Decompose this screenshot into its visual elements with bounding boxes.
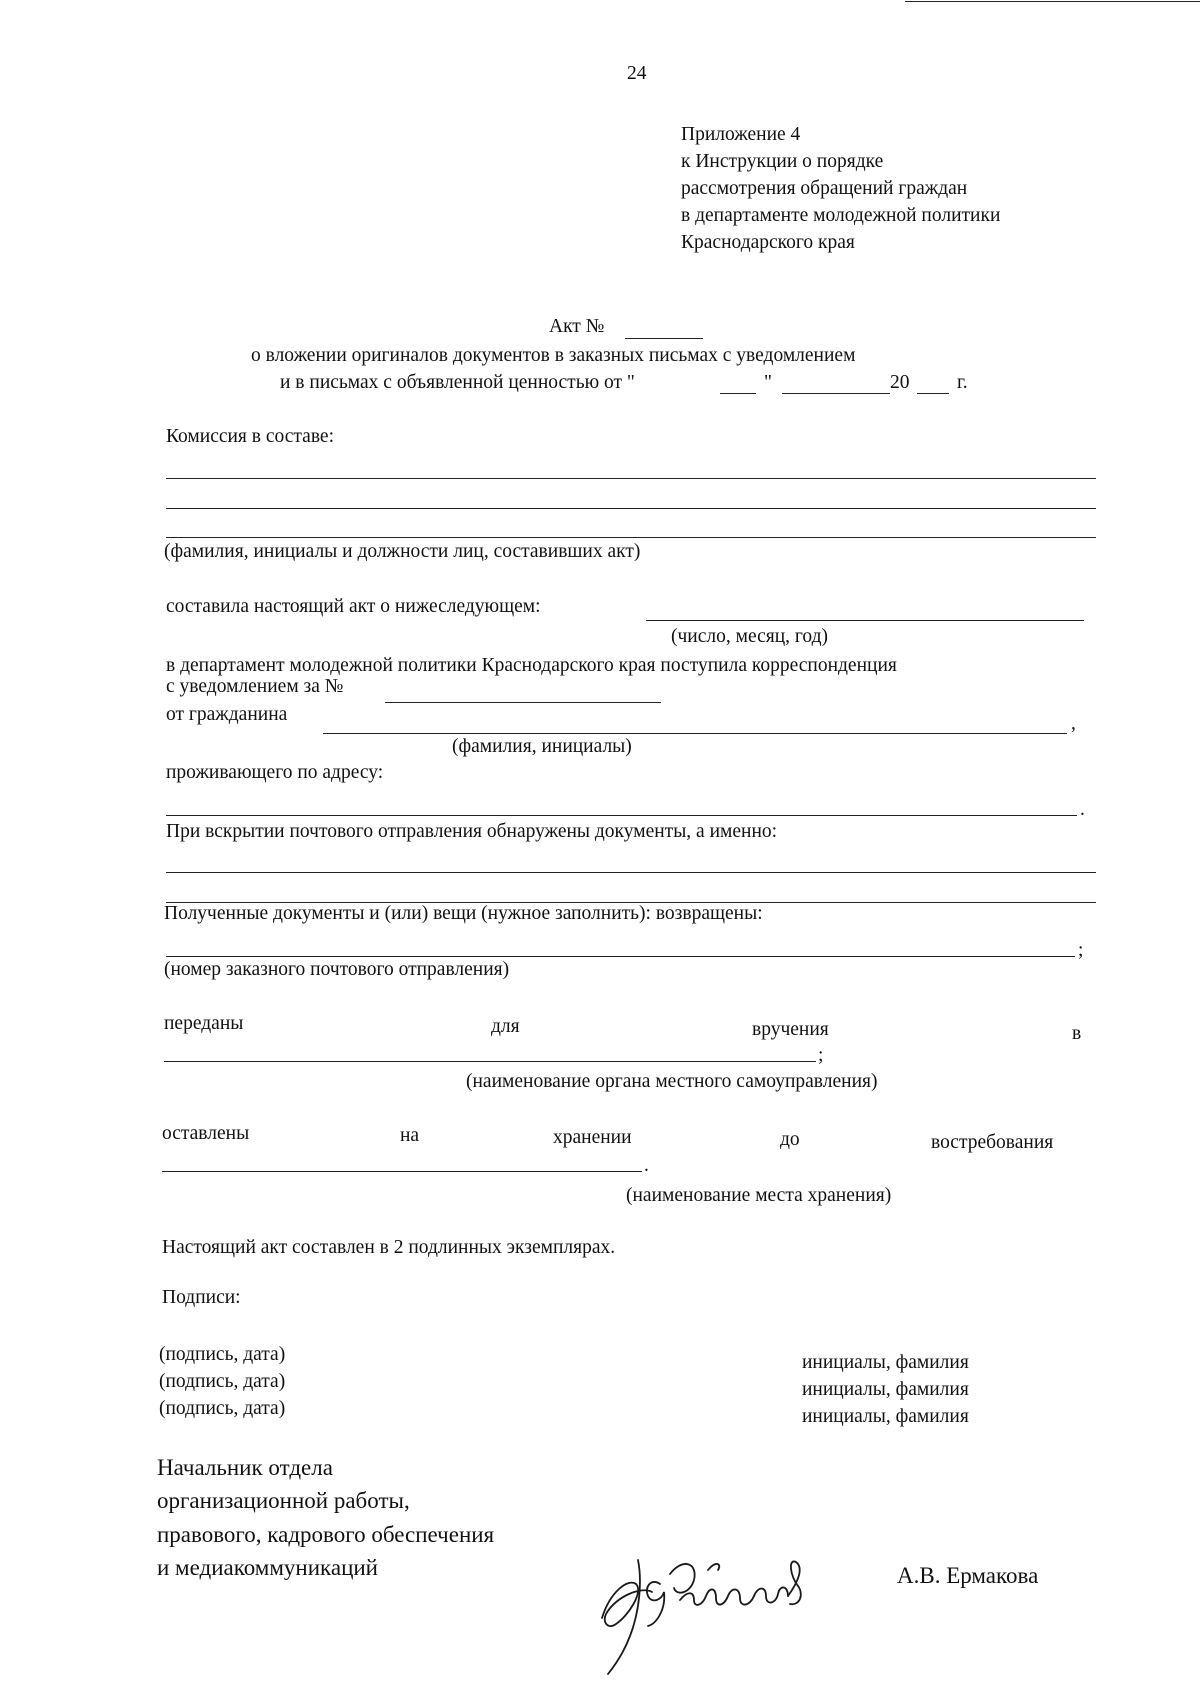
month-blank — [782, 393, 890, 394]
appendix-line: рассмотрения обращений граждан — [681, 178, 968, 199]
act-subtitle-date-prefix: и в письмах с объявленной ценностью от " — [280, 372, 635, 393]
date-caption: (число, месяц, год) — [671, 626, 829, 647]
day-blank — [720, 393, 756, 394]
page-number: 24 — [627, 63, 647, 84]
stored-word: востребования — [931, 1132, 1054, 1153]
commission-line-2 — [166, 508, 1096, 509]
date-line — [646, 620, 1084, 621]
year-blank — [917, 393, 949, 394]
received-docs-text: Полученные документы и (или) вещи (нужное заполнить): возвращены: — [164, 903, 763, 924]
signatory-name: А.В. Ермакова — [897, 1563, 1039, 1588]
appendix-line: в департаменте молодежной политики — [681, 205, 1001, 226]
commission-label: Комиссия в составе: — [166, 426, 334, 447]
stored-word: хранении — [553, 1127, 632, 1148]
returned-semicolon: ; — [1078, 940, 1084, 961]
initials-surname-label: инициалы, фамилия — [802, 1406, 969, 1427]
quote-mark: " — [764, 372, 772, 393]
handwritten-signature — [590, 1540, 840, 1680]
name-caption: (фамилия, инициалы) — [452, 736, 632, 757]
position-line: организационной работы, — [157, 1488, 410, 1513]
commission-line-3 — [166, 537, 1096, 538]
stored-word: оставлены — [162, 1123, 250, 1144]
transferred-word: в — [1072, 1023, 1082, 1044]
signatures-label: Подписи: — [162, 1287, 241, 1308]
stored-word: на — [400, 1125, 420, 1146]
act-subtitle: о вложении оригиналов документов в заказных письмах с уведомлением — [251, 345, 856, 366]
found-docs-line-1 — [166, 872, 1096, 873]
appendix-line: к Инструкции о порядке — [681, 151, 884, 172]
notice-number-line — [385, 702, 661, 703]
initials-surname-label: инициалы, фамилия — [802, 1379, 969, 1400]
authority-line — [164, 1061, 816, 1062]
transferred-word: переданы — [164, 1013, 244, 1034]
position-line: правового, кадрового обеспечения — [157, 1522, 495, 1547]
stored-word: до — [780, 1129, 800, 1150]
year-suffix: г. — [957, 372, 968, 393]
returned-line — [166, 956, 1075, 957]
storage-caption: (наименование места хранения) — [626, 1185, 892, 1206]
authority-semicolon: ; — [818, 1045, 824, 1066]
position-line: Начальник отдела — [157, 1455, 333, 1480]
appendix-line: Краснодарского края — [681, 232, 855, 253]
composed-text: составила настоящий акт о нижеследующем: — [166, 596, 541, 617]
signature-date-label: (подпись, дата) — [159, 1371, 286, 1392]
appendix-line: Приложение 4 — [681, 124, 801, 145]
address-period: . — [1080, 799, 1085, 820]
notice-text: с уведомлением за № — [166, 676, 344, 697]
copies-text: Настоящий акт составлен в 2 подлинных экземплярах. — [162, 1237, 616, 1258]
top-edge-line — [905, 1, 1200, 2]
authority-caption: (наименование органа местного самоуправления) — [466, 1071, 878, 1092]
commission-line-1 — [166, 478, 1096, 479]
signature-date-label: (подпись, дата) — [159, 1398, 286, 1419]
commission-caption: (фамилия, инициалы и должности лиц, составивших акт) — [164, 541, 641, 562]
address-line — [166, 815, 1077, 816]
opened-text: При вскрытии почтового отправления обнаружены документы, а именно: — [166, 821, 778, 842]
position-line: и медиакоммуникаций — [157, 1555, 378, 1580]
registered-caption: (номер заказного почтового отправления) — [164, 959, 510, 980]
act-number-blank — [625, 338, 703, 339]
signature-date-label: (подпись, дата) — [159, 1344, 286, 1365]
transferred-word: для — [491, 1016, 520, 1037]
act-title: Акт № — [549, 316, 605, 337]
transferred-word: вручения — [752, 1019, 829, 1040]
citizen-comma: , — [1071, 713, 1076, 734]
residing-label: проживающего по адресу: — [166, 762, 384, 783]
citizen-name-line — [323, 733, 1067, 734]
initials-surname-label: инициалы, фамилия — [802, 1352, 969, 1373]
year-prefix: 20 — [890, 372, 910, 393]
storage-period: . — [644, 1155, 649, 1176]
received-text: в департамент молодежной политики Краснодарского края поступила корреспонденция — [166, 655, 897, 676]
storage-line — [162, 1171, 642, 1172]
from-citizen-label: от гражданина — [166, 704, 288, 725]
